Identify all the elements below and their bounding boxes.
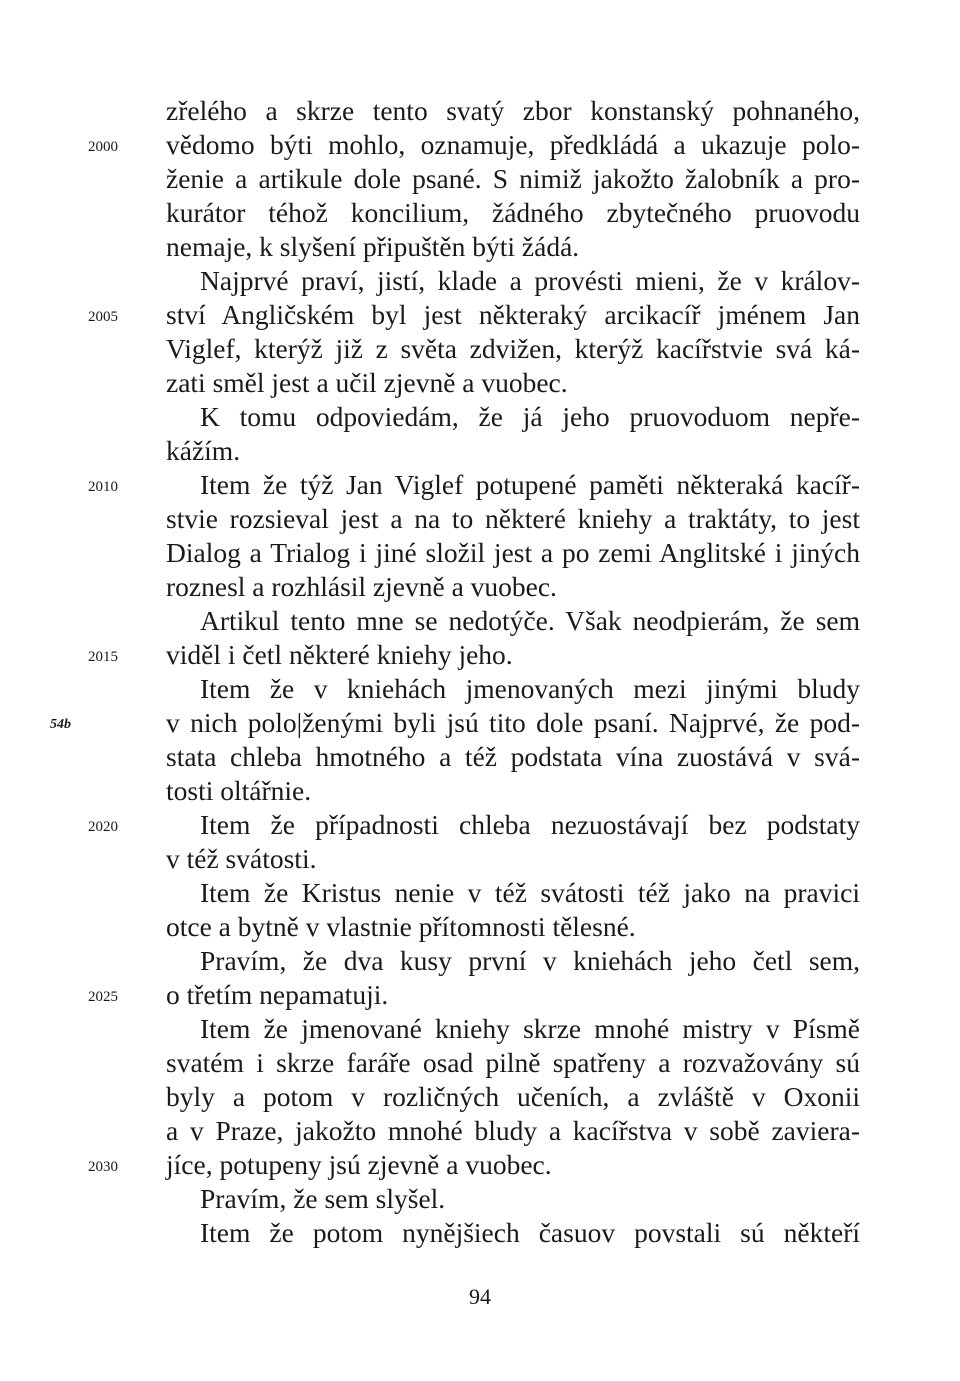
text-line: Viglef, kterýž již z světa zdvižen, kterýž kacířstvie svá ká-: [166, 333, 860, 364]
text-line: kurátor téhož koncilium, žádného zbytečného pruovodu: [166, 197, 860, 228]
text-line: zati směl jest a učil zjevně a vuobec.: [166, 367, 568, 398]
text-line: Pravím, že sem slyšel.: [200, 1183, 446, 1214]
text-line: Najprvé praví, jistí, klade a provésti mieni, že v králov-: [200, 265, 860, 296]
text-line: stata chleba hmotného a též podstata vína zuostává v svá-: [166, 741, 860, 772]
text-line: Artikul tento mne se nedotýče. Však neodpierám, že sem: [200, 605, 860, 636]
text-line: Item že jmenované kniehy skrze mnohé mistry v Písmě: [200, 1013, 860, 1044]
text-line: v nich polo|ženými byli jsú tito dole psaní. Najprvé, že pod-: [166, 707, 860, 738]
text-line: nemaje, k slyšení připuštěn býti žádá.: [166, 231, 580, 262]
folio-mark: 54b: [50, 717, 71, 732]
text-line: ství Angličském byl jest některaký arcikacíř jménem Jan: [166, 299, 860, 330]
text-line: viděl i četl některé kniehy jeho.: [166, 639, 513, 670]
text-line: byly a potom v rozličných učeních, a zvláště v Oxonii: [166, 1081, 860, 1112]
text-line: Item že případnosti chleba nezuostávají bez podstaty: [200, 809, 860, 840]
text-line: kážím.: [166, 435, 241, 466]
text-line: a v Praze, jakožto mnohé bludy a kacířstva v sobě zaviera-: [166, 1115, 860, 1146]
line-number: 2030: [88, 1159, 118, 1175]
text-line: v též svátosti.: [166, 843, 317, 874]
text-line: jíce, potupeny jsú zjevně a vuobec.: [166, 1149, 552, 1180]
text-line: ženie a artikule dole psané. S nimiž jakožto žalobník a pro-: [166, 163, 860, 194]
line-number: 2025: [88, 989, 118, 1005]
text-line: Item že v kniehách jmenovaných mezi jinými bludy: [200, 673, 860, 704]
line-number: 2020: [88, 819, 118, 835]
text-line: stvie rozsieval jest a na to některé kniehy a traktáty, to jest: [166, 503, 860, 534]
text-line: o třetím nepamatuji.: [166, 979, 389, 1010]
line-number: 2015: [88, 649, 118, 665]
line-number: 2010: [88, 479, 118, 495]
text-line: vědomo býti mohlo, oznamuje, předkládá a ukazuje polo-: [166, 129, 860, 160]
text-line: Item že týž Jan Viglef potupené paměti některaká kacíř-: [200, 469, 860, 500]
text-line: zřelého a skrze tento svatý zbor konstanský pohnaného,: [166, 95, 860, 126]
text-line: tosti oltářnie.: [166, 775, 312, 806]
page-number: 94: [469, 1284, 491, 1309]
text-line: otce a bytně v vlastnie přítomnosti tělesné.: [166, 911, 636, 942]
text-line: Pravím, že dva kusy první v kniehách jeho četl sem,: [200, 945, 860, 976]
line-number: 2000: [88, 139, 118, 155]
text-line: svatém i skrze faráře osad pilně spatřeny a rozvažovány sú: [166, 1047, 860, 1078]
text-line: Item že potom nynějšiech časuov povstali sú někteří: [200, 1217, 860, 1248]
line-number: 2005: [88, 309, 118, 325]
text-line: roznesl a rozhlásil zjevně a vuobec.: [166, 571, 557, 602]
text-line: Dialog a Trialog i jiné složil jest a po zemi Anglitské i jiných: [166, 537, 860, 568]
text-line: Item že Kristus nenie v též svátosti též jako na pravici: [200, 877, 860, 908]
text-line: K tomu odpoviedám, že já jeho pruovoduom nepře-: [200, 401, 860, 432]
